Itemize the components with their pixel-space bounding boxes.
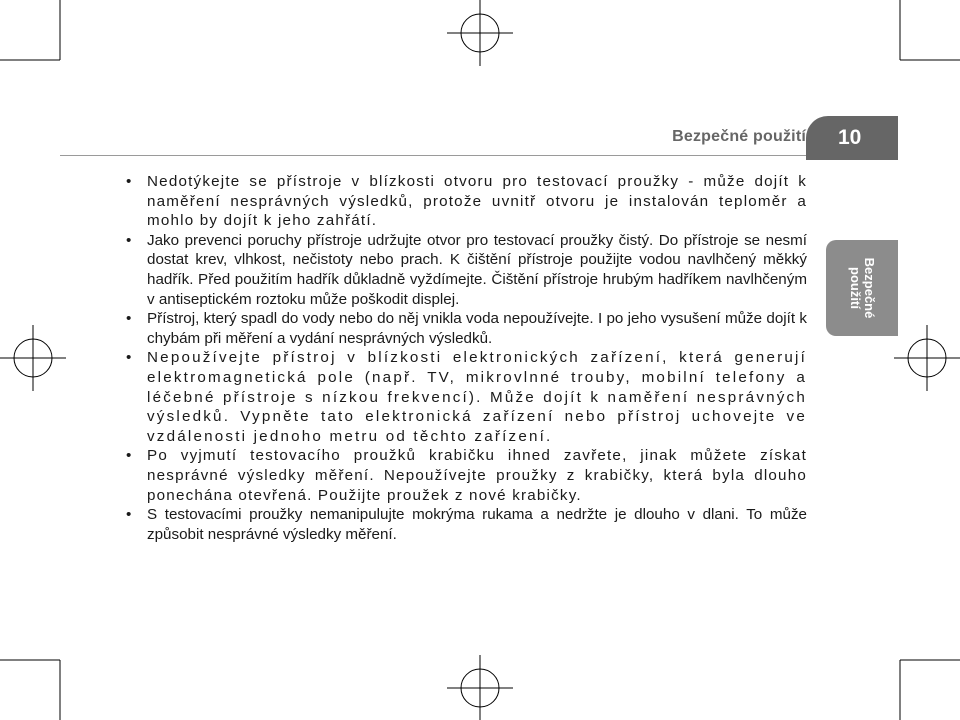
list-item: • Nepoužívejte přístroj v blízkosti elektronických zařízení, která generují elektromagnetická pole (např. TV, mikrovlnné trouby, mobilní telefony a léčebné přístroje s nízkou frekvencí). Může dojít k naměření nesprávných výsledků. Vypněte tato elektronická zařízení nebo přístroj uchovejte ve vzdálenosti jednoho metru od těchto zařízení. bbox=[126, 348, 807, 446]
safety-instructions-list bbox=[126, 172, 807, 544]
list-item: • Po vyjmutí testovacího proužků krabičku ihned zavřete, jinak můžete získat nesprávné výsledky měření. Nepoužívejte proužky z krabičky, která byla dlouho ponechána otevřená. Použijte proužek z nové krabičky. bbox=[126, 446, 807, 505]
list-item: • Nedotýkejte se přístroje v blízkosti otvoru pro testovací proužky - může dojít k naměření nesprávných výsledků, protože uvnitř otvoru je instalován teploměr a mohlo by dojít k jeho zahřátí. bbox=[126, 172, 807, 231]
page-number-tab bbox=[806, 116, 898, 160]
side-tab-label-line2: použití bbox=[848, 267, 863, 309]
section-title: Bezpečné použití bbox=[672, 128, 806, 145]
list-item: • S testovacími proužky nemanipulujte mokrýma rukama a nedržte je dlouho v dlani. To může způsobit nesprávné výsledky měření. bbox=[126, 505, 807, 544]
side-section-tab bbox=[826, 240, 898, 336]
side-tab-label-line1: Bezpečné bbox=[862, 257, 877, 319]
registration-mark-top bbox=[447, 0, 513, 66]
header-divider bbox=[60, 155, 840, 156]
list-item: • Přístroj, který spadl do vody nebo do něj vnikla voda nepoužívejte. I po jeho vysušení může dojít k chybám při měření a vydání nesprávných výsledků. bbox=[126, 309, 807, 348]
page-number: 10 bbox=[838, 126, 862, 149]
registration-mark-left bbox=[0, 325, 66, 391]
registration-mark-bottom bbox=[447, 655, 513, 720]
registration-mark-right bbox=[894, 325, 960, 391]
list-item: • Jako prevenci poruchy přístroje udržujte otvor pro testovací proužky čistý. Do přístroje se nesmí dostat krev, vlhkost, nečistoty nebo prach. K čištění přístroje použijte vodou navlhčený měkký hadřík. Před použitím hadřík důkladně vyždímejte. Čištění přístroje hrubým hadříkem navlhčeným v antiseptickém roztoku může poškodit displej. bbox=[126, 231, 807, 309]
side-tab-label bbox=[848, 258, 876, 319]
